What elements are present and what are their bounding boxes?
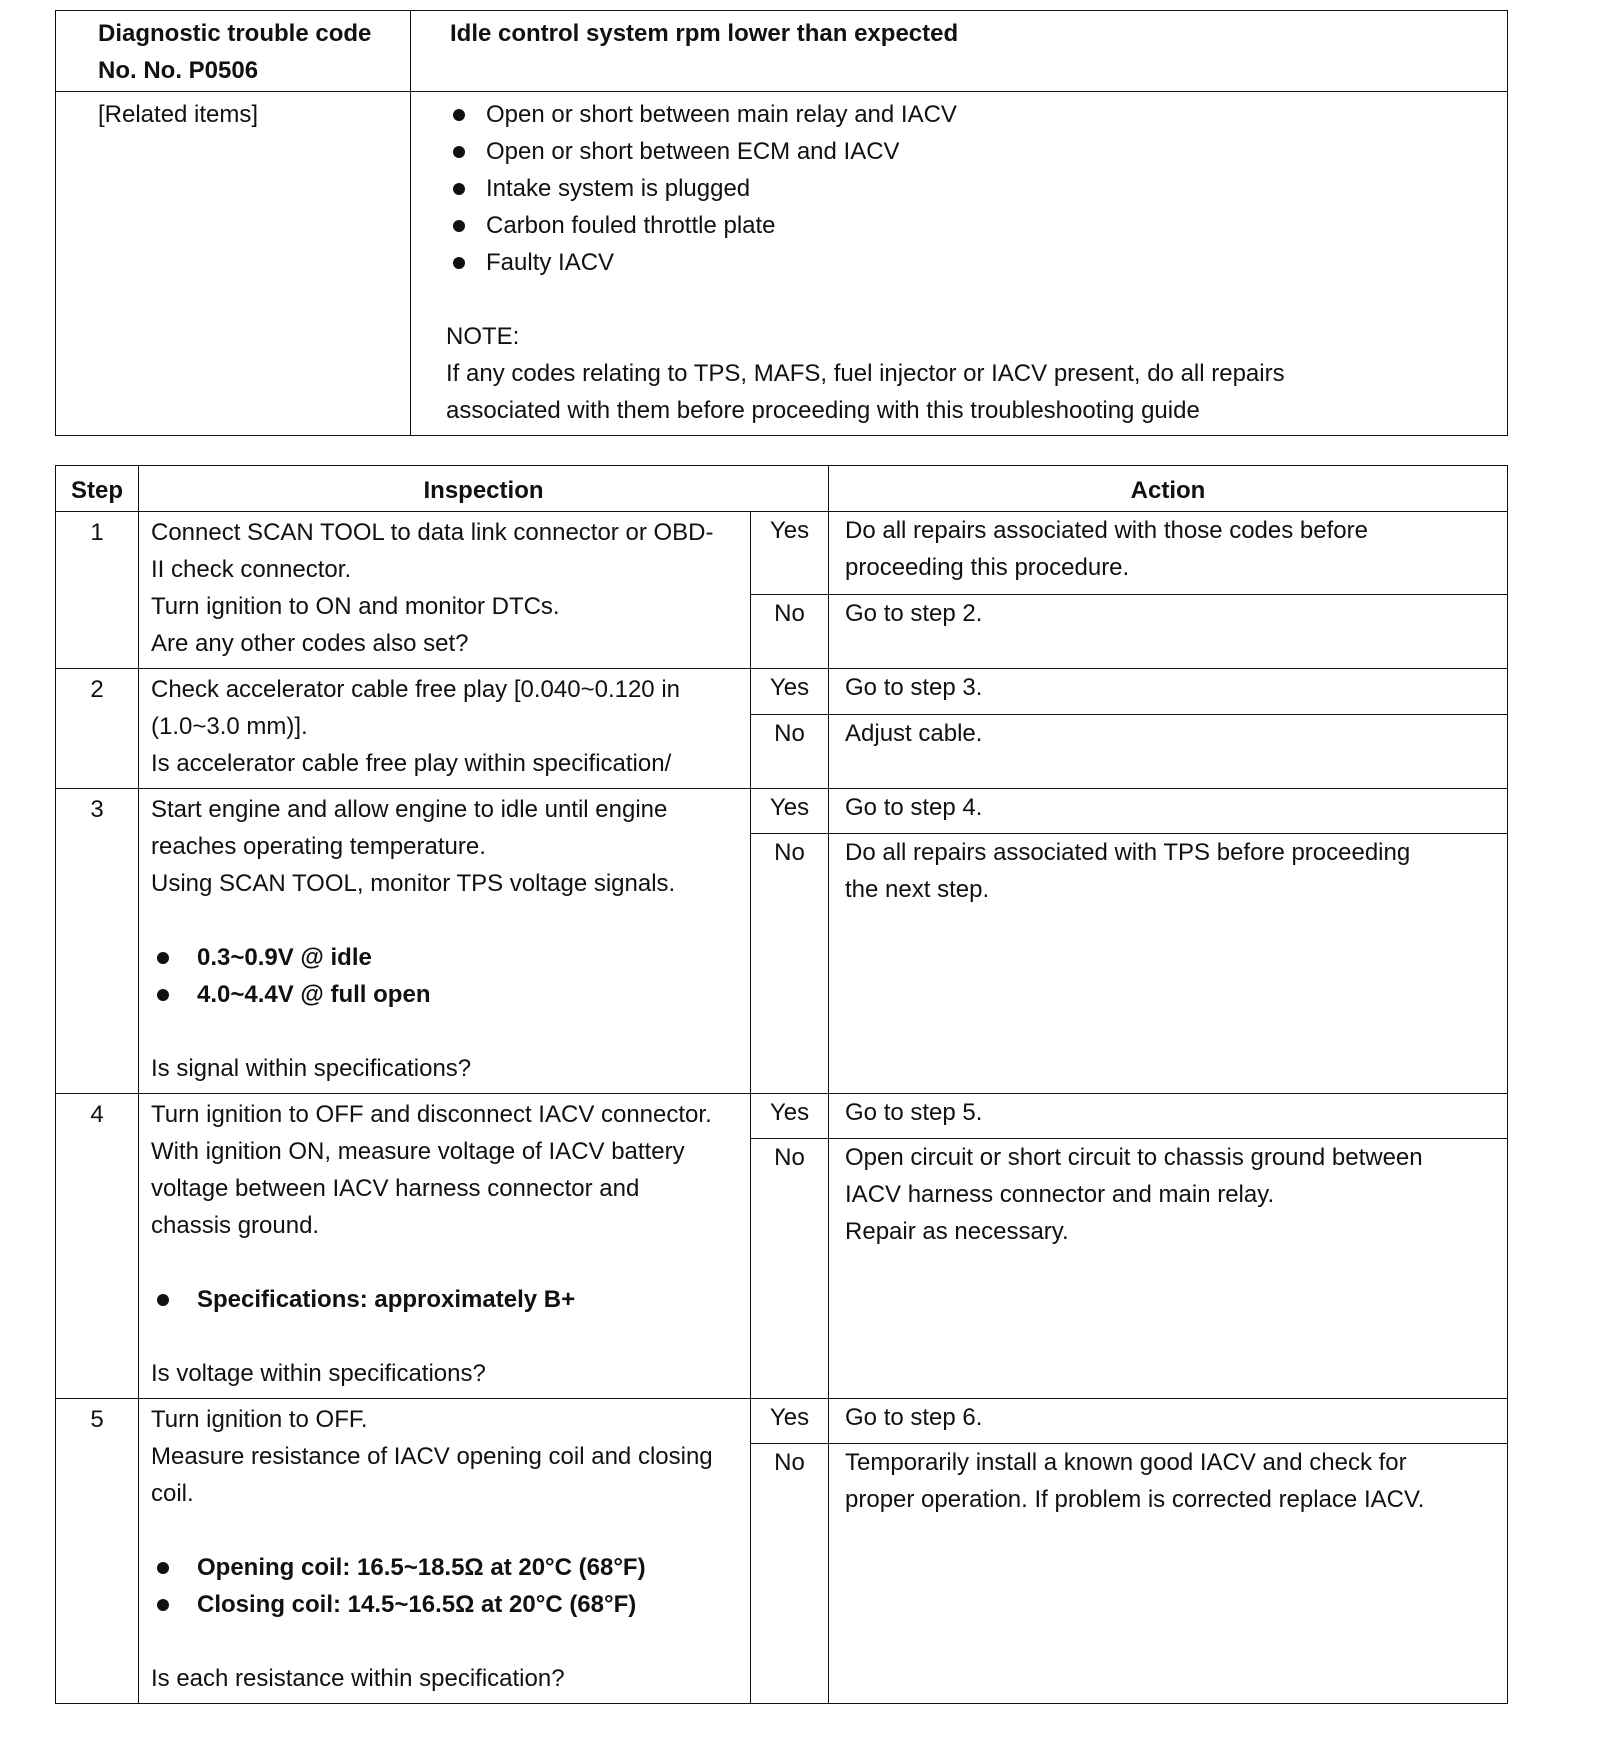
inspection-line: chassis ground.: [151, 1212, 320, 1239]
col-header-step: Step: [56, 466, 139, 512]
spec-item: Specifications: approximately B+: [151, 1281, 742, 1318]
action-line: Go to step 4.: [845, 794, 983, 821]
step-row: [56, 1399, 1508, 1444]
note-text-line1: If any codes relating to TPS, MAFS, fuel injector or IACV present, do all repairs: [446, 360, 1285, 387]
inspection-line: coil.: [151, 1480, 194, 1507]
step-number: 5: [56, 1399, 139, 1704]
step-inspection: [139, 669, 751, 789]
dtc-title-cell: [411, 11, 1508, 92]
dtc-label-line1: Diagnostic trouble code: [98, 20, 372, 47]
step-number: 2: [56, 669, 139, 789]
yes-action: [829, 789, 1508, 834]
no-label: No: [751, 715, 829, 789]
action-line: Go to step 2.: [845, 600, 983, 627]
step-number: 1: [56, 512, 139, 669]
action-line: Go to step 3.: [845, 674, 983, 701]
action-line: Go to step 6.: [845, 1404, 983, 1431]
yes-label: Yes: [751, 669, 829, 715]
inspection-line: Check accelerator cable free play [0.040~0.120 in: [151, 676, 680, 703]
inspection-line: With ignition ON, measure voltage of IACV battery: [151, 1138, 685, 1165]
action-line: Do all repairs associated with TPS before proceeding: [845, 839, 1411, 866]
spec-list: [151, 1549, 742, 1623]
yes-action: [829, 669, 1508, 715]
dtc-label-cell: [56, 11, 411, 92]
no-action: [829, 1444, 1508, 1704]
action-line: proper operation. If problem is corrected replace IACV.: [845, 1486, 1425, 1513]
no-action: [829, 834, 1508, 1094]
related-label-cell: [56, 92, 411, 436]
related-item: Faulty IACV: [446, 244, 1507, 281]
action-line: Open circuit or short circuit to chassis ground between: [845, 1144, 1423, 1171]
inspection-question: Is voltage within specifications?: [151, 1360, 486, 1387]
action-line: the next step.: [845, 876, 990, 903]
inspection-line: (1.0~3.0 mm)].: [151, 713, 308, 740]
yes-label: Yes: [751, 1094, 829, 1139]
yes-label: Yes: [751, 789, 829, 834]
related-items-cell: [411, 92, 1508, 436]
inspection-line: Turn ignition to ON and monitor DTCs.: [151, 593, 560, 620]
yes-action: [829, 1399, 1508, 1444]
inspection-question: Is signal within specifications?: [151, 1055, 472, 1082]
steps-header-row: [56, 466, 1508, 512]
no-action: [829, 595, 1508, 669]
step-inspection: [139, 1094, 751, 1399]
no-label: No: [751, 595, 829, 669]
inspection-line: Is accelerator cable free play within specification/: [151, 750, 672, 777]
inspection-line: II check connector.: [151, 556, 352, 583]
step-row: [56, 1094, 1508, 1139]
spec-item: 0.3~0.9V @ idle: [151, 939, 742, 976]
action-line: IACV harness connector and main relay.: [845, 1181, 1275, 1208]
inspection-line: Turn ignition to OFF and disconnect IACV connector.: [151, 1101, 712, 1128]
step-number: 3: [56, 789, 139, 1094]
dtc-code: No. No. P0506: [98, 57, 259, 84]
related-items-list: [446, 96, 1507, 281]
action-line: Go to step 5.: [845, 1099, 983, 1126]
related-items-row: [56, 92, 1508, 436]
dtc-title-row: [56, 11, 1508, 92]
inspection-line: Turn ignition to OFF.: [151, 1406, 368, 1433]
inspection-question: Is each resistance within specification?: [151, 1665, 565, 1692]
no-label: No: [751, 1139, 829, 1399]
dtc-header-table: [55, 10, 1508, 436]
spec-item: Opening coil: 16.5~18.5Ω at 20°C (68°F): [151, 1549, 742, 1586]
related-item: Carbon fouled throttle plate: [446, 207, 1507, 244]
action-line: Adjust cable.: [845, 720, 983, 747]
action-line: proceeding this procedure.: [845, 554, 1130, 581]
related-item: Open or short between main relay and IACV: [446, 96, 1507, 133]
related-item: Intake system is plugged: [446, 170, 1507, 207]
yes-action: [829, 1094, 1508, 1139]
yes-action: [829, 512, 1508, 595]
spec-list: [151, 939, 742, 1013]
inspection-line: reaches operating temperature.: [151, 833, 486, 860]
related-label: [Related items]: [98, 101, 259, 128]
action-line: Repair as necessary.: [845, 1218, 1069, 1245]
no-label: No: [751, 1444, 829, 1704]
inspection-line: Measure resistance of IACV opening coil and closing: [151, 1443, 713, 1470]
note-text-line2: associated with them before proceeding with this troubleshooting guide: [446, 397, 1200, 424]
inspection-line: Are any other codes also set?: [151, 630, 469, 657]
spec-item: Closing coil: 14.5~16.5Ω at 20°C (68°F): [151, 1586, 742, 1623]
step-inspection: [139, 1399, 751, 1704]
note-label: NOTE:: [446, 323, 520, 350]
no-action: [829, 715, 1508, 789]
step-inspection: [139, 512, 751, 669]
col-header-inspection: Inspection: [139, 466, 829, 512]
yes-label: Yes: [751, 1399, 829, 1444]
yes-label: Yes: [751, 512, 829, 595]
spec-item: 4.0~4.4V @ full open: [151, 976, 742, 1013]
action-line: Do all repairs associated with those codes before: [845, 517, 1368, 544]
inspection-line: Using SCAN TOOL, monitor TPS voltage signals.: [151, 870, 676, 897]
inspection-line: Connect SCAN TOOL to data link connector or OBD-: [151, 519, 714, 546]
no-label: No: [751, 834, 829, 1094]
step-number: 4: [56, 1094, 139, 1399]
inspection-line: voltage between IACV harness connector and: [151, 1175, 640, 1202]
action-line: Temporarily install a known good IACV and check for: [845, 1449, 1407, 1476]
note-block: [446, 318, 1507, 429]
troubleshooting-steps-table: [55, 465, 1508, 1704]
step-row: [56, 789, 1508, 834]
related-item: Open or short between ECM and IACV: [446, 133, 1507, 170]
inspection-line: Start engine and allow engine to idle until engine: [151, 796, 668, 823]
dtc-title: Idle control system rpm lower than expected: [450, 20, 959, 47]
col-header-action: Action: [829, 466, 1508, 512]
step-row: [56, 669, 1508, 715]
spec-list: [151, 1281, 742, 1318]
no-action: [829, 1139, 1508, 1399]
step-row: [56, 512, 1508, 595]
step-inspection: [139, 789, 751, 1094]
